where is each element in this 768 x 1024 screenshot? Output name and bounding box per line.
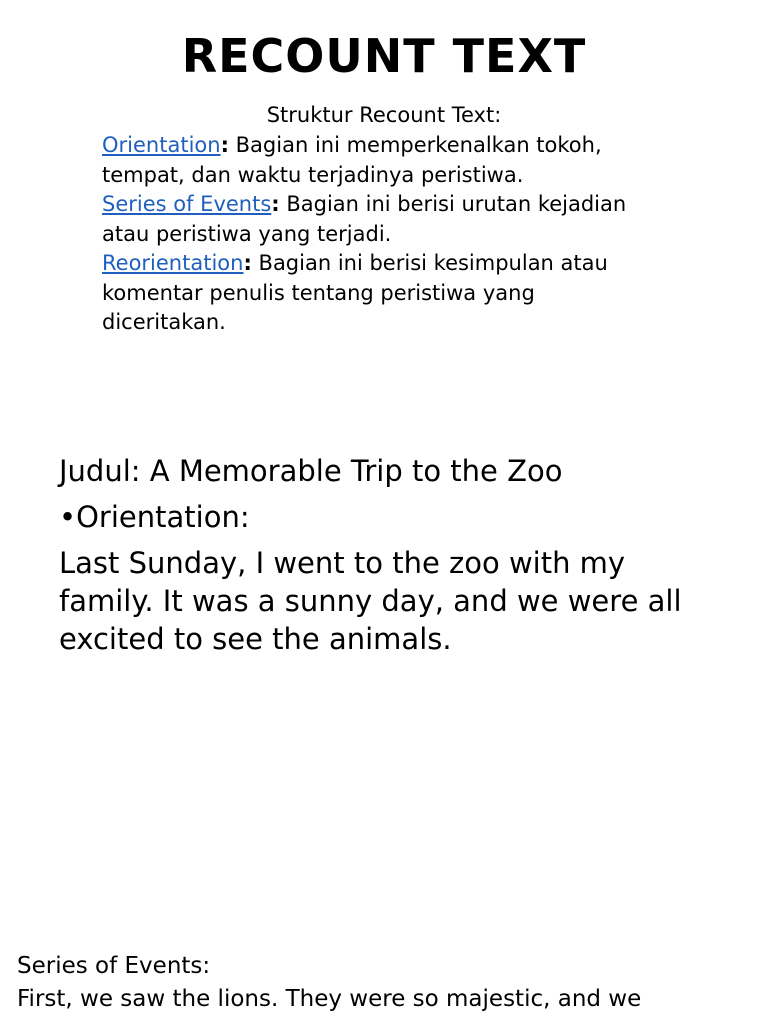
series-of-events-colon: :: [271, 192, 280, 216]
structure-item-reorientation: [102, 249, 662, 338]
structure-item-orientation: [102, 131, 662, 190]
structure-list: [102, 131, 662, 338]
orientation-link[interactable]: Orientation: [102, 133, 221, 157]
reorientation-colon: :: [243, 251, 252, 275]
series-of-events-description: Bagian ini berisi urutan kejadian atau peristiwa yang terjadi.: [102, 192, 627, 246]
structure-heading: Struktur Recount Text:: [266, 103, 502, 127]
series-of-events-section: [17, 950, 757, 1016]
example-orientation-label: •Orientation:: [59, 500, 250, 534]
series-of-events-text: First, we saw the lions. They were so majestic, and we: [17, 986, 642, 1012]
structure-item-series-of-events: [102, 190, 662, 249]
orientation-description: Bagian ini memperkenalkan tokoh, tempat, dan waktu terjadinya peristiwa.: [102, 133, 602, 187]
example-orientation-text: Last Sunday, I went to the zoo with my family. It was a sunny day, and we were all excited to see the animals.: [59, 546, 682, 656]
reorientation-link[interactable]: Reorientation: [102, 251, 244, 275]
example-section: [59, 452, 699, 666]
reorientation-description: Bagian ini berisi kesimpulan atau komentar penulis tentang peristiwa yang diceritakan.: [102, 251, 608, 334]
series-of-events-label: Series of Events:: [17, 953, 211, 979]
example-title: Judul: A Memorable Trip to the Zoo: [59, 454, 563, 488]
page-title: RECOUNT TEXT: [181, 29, 587, 83]
orientation-colon: :: [220, 133, 229, 157]
series-of-events-link[interactable]: Series of Events: [102, 192, 272, 216]
